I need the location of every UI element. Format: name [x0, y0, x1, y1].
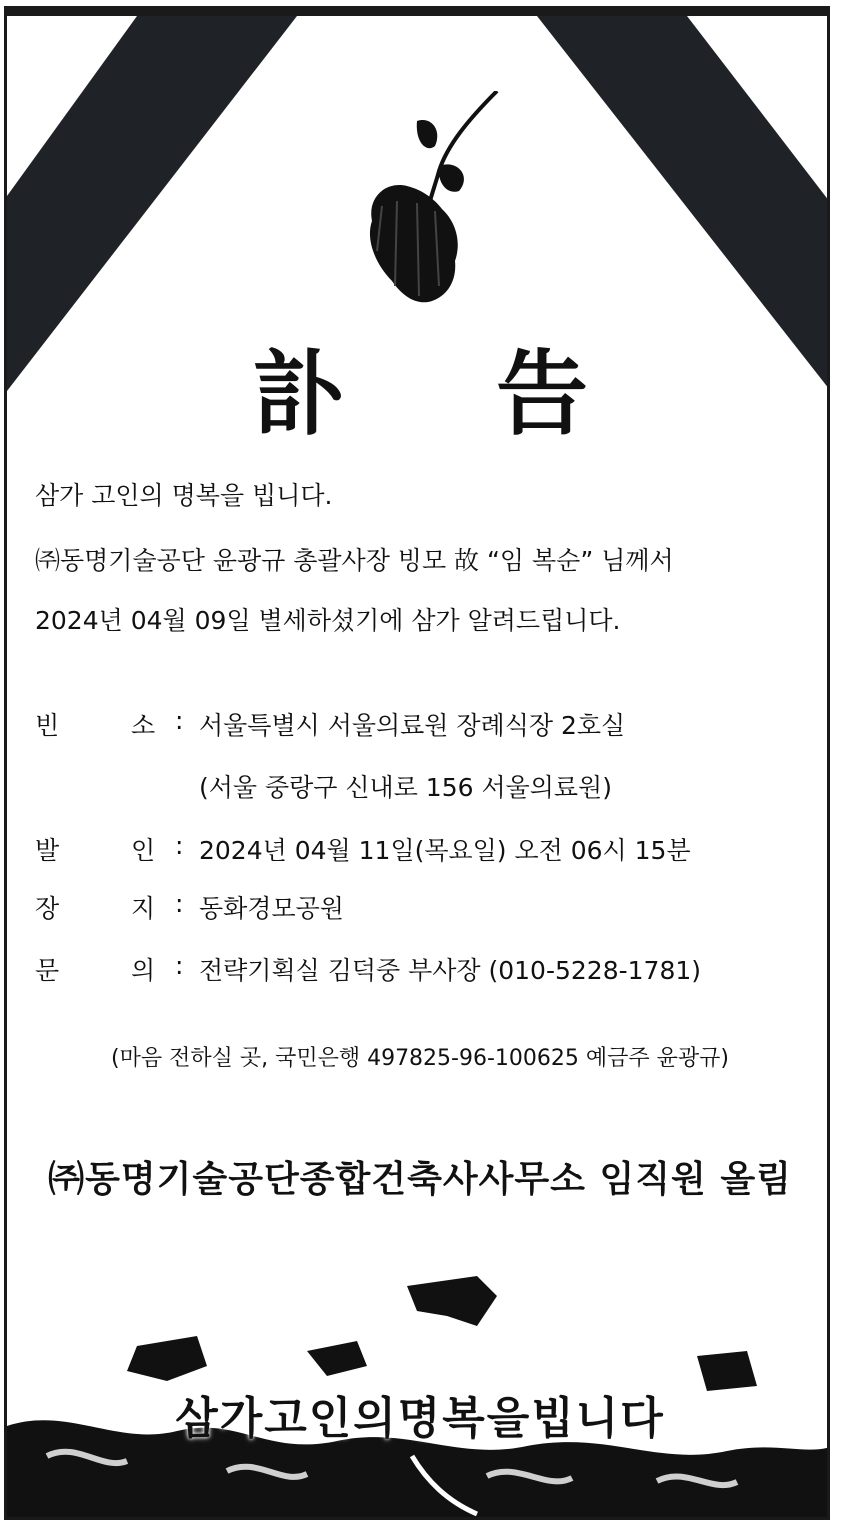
detail-key-second: 소	[131, 711, 156, 740]
detail-colon: :	[175, 889, 184, 918]
detail-value: 동화경모공원	[199, 894, 344, 923]
chrysanthemum-icon	[347, 91, 507, 321]
detail-colon: :	[175, 831, 184, 860]
condolence-account: (마음 전하실 곳, 국민은행 497825-96-100625 예금주 윤광규)	[111, 1046, 729, 1071]
intro-line-3: 2024년 04월 09일 별세하셨기에 삼가 알려드립니다.	[35, 606, 621, 635]
sender-line: ㈜동명기술공단종합건축사사무소 임직원 올림	[48, 1159, 792, 1200]
detail-key-first: 발	[35, 836, 60, 865]
detail-key-second: 인	[131, 836, 156, 865]
page-title: 訃 告	[251, 340, 649, 448]
detail-key-second: 지	[131, 894, 156, 923]
detail-value: 2024년 04월 11일(목요일) 오전 06시 15분	[199, 836, 691, 865]
detail-colon: :	[175, 951, 184, 980]
closing-message: 삼가고인의명복을빕니다	[175, 1393, 665, 1444]
intro-line-2: ㈜동명기술공단 윤광규 총괄사장 빙모 故 “임 복순” 님께서	[35, 546, 674, 575]
detail-key-first: 빈	[35, 711, 60, 740]
detail-key-first: 문	[35, 956, 60, 985]
detail-value: 전략기획실 김덕중 부사장 (010-5228-1781)	[199, 956, 702, 985]
intro-line-1: 삼가 고인의 명복을 빕니다.	[35, 481, 333, 510]
detail-key-first: 장	[35, 894, 60, 923]
detail-binso-address: (서울 중랑구 신내로 156 서울의료원)	[199, 773, 612, 802]
detail-colon: :	[175, 706, 184, 735]
detail-key-second: 의	[131, 956, 156, 985]
obituary-card	[4, 6, 830, 1520]
detail-value: 서울특별시 서울의료원 장례식장 2호실	[199, 711, 626, 740]
